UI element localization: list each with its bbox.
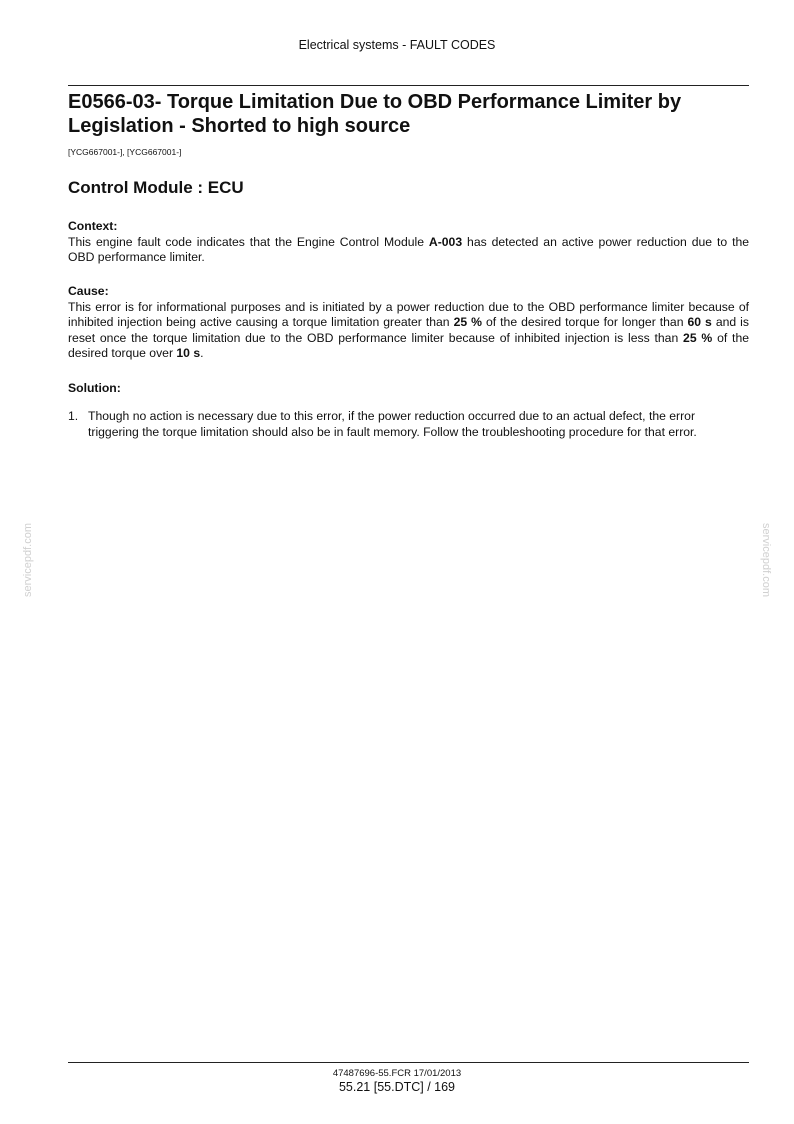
threshold-percent-2: 25 %: [683, 330, 713, 345]
running-header: Electrical systems - FAULT CODES: [298, 38, 496, 52]
cause-label: Cause:: [68, 284, 109, 298]
solution-label: Solution:: [68, 381, 121, 395]
threshold-percent-1: 25 %: [453, 315, 482, 329]
fault-code-title: E0566-03- Torque Limitation Due to OBD Performance Limiter by Legislation - Shorted to high source: [68, 91, 682, 137]
cause-section: [68, 284, 749, 362]
footer-document-code: 47487696-55.FCR 17/01/2013: [332, 1068, 462, 1079]
control-module-separator: :: [197, 178, 204, 197]
cause-text-3: and is reset once the torque limitation due to the OBD performance limiter because of inhibited injection is less than: [68, 315, 749, 345]
footer-page-number: 55.21 [55.DTC] / 169: [338, 1080, 456, 1094]
control-module-heading: [68, 178, 244, 198]
cause-text-2: of the desired torque for longer than: [482, 315, 688, 329]
context-section: [68, 219, 749, 266]
watermark-right: servicepdf.com: [760, 523, 772, 597]
step-text: Though no action is necessary due to this error, if the power reduction occurred due to an actual defect, the error triggering the torque limitation should also be in fault memory. Follow the troubleshooting procedure for that error.: [88, 409, 697, 439]
control-module-label: Control Module: [68, 178, 193, 197]
module-code: A-003: [428, 234, 463, 249]
serial-applicability: [YCG667001-], [YCG667001-]: [68, 147, 182, 157]
watermark-left: servicepdf.com: [22, 523, 34, 597]
footer-divider: [68, 1062, 749, 1063]
cause-text-1: This error is for informational purposes and is initiated by a power reduction due to the OBD performance limiter because of inhibited injection being active causing a torque limitation greater than: [68, 299, 749, 329]
solution-step: [68, 409, 749, 440]
solution-steps: [68, 409, 749, 440]
step-number: 1.: [68, 409, 79, 423]
cause-text-4: of the desired torque over: [68, 330, 749, 360]
context-text-2: has detected an active power reduction due to the OBD performance limiter.: [68, 234, 750, 264]
header-divider: [68, 85, 749, 86]
solution-section: [68, 381, 749, 397]
duration-threshold: 60 s: [687, 315, 712, 329]
reset-duration: 10 s: [176, 346, 201, 360]
context-label: Context:: [68, 219, 118, 233]
context-text-1: This engine fault code indicates that the Engine Control Module: [68, 234, 429, 249]
cause-text-5: .: [200, 346, 204, 360]
control-module-value: ECU: [207, 178, 244, 197]
